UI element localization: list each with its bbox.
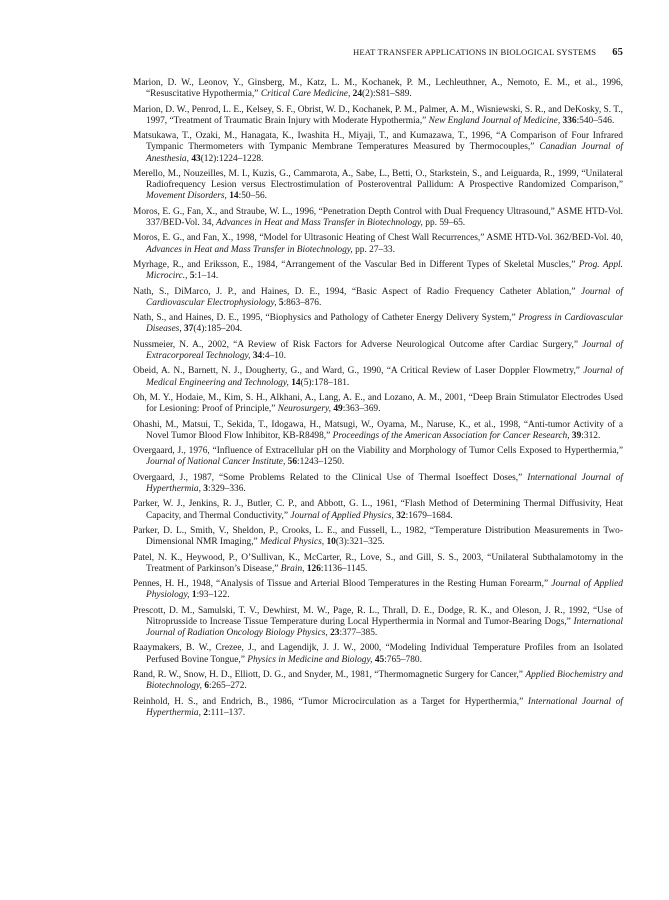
reference-volume: 336 [560,115,577,126]
reference-pages: :377–385. [339,628,378,639]
reference-entry [133,260,623,282]
reference-journal: Journal of Cardiovascular Electrophysiology, [146,286,623,308]
reference-authors-title: Overgaard, J., 1976, “Influence of Extracellular pH on the Viability and Morphology of Tumor Cells Exposed to Hyperthermia,” [133,446,623,457]
reference-journal: Neurosurgery, [277,404,331,415]
reference-authors-title: Pennes, H. H., 1948, “Analysis of Tissue and Arterial Blood Temperatures in the Resting Human Forearm,” [133,579,552,590]
reference-volume: 126 [304,563,321,574]
reference-journal: Applied Biochemistry and Biotechnology, [146,670,623,692]
reference-authors-title: Moros, E. G., and Fan, X., 1998, “Model for Ultrasonic Heating of Chest Wall Recurrences,” ASME HTD-Vol. 362/BED-Vol. 40, [133,233,623,244]
reference-authors-title: Nussmeier, N. A., 2002, “A Review of Risk Factors for Adverse Neurological Outcome after Cardiac Surgery,” [133,339,583,350]
reference-pages: :363–369. [342,404,381,415]
reference-volume: 23 [327,628,340,639]
reference-volume: 56 [285,457,298,468]
reference-entry [133,207,623,229]
reference-authors-title: Overgaard, J., 1987, “Some Problems Related to the Clinical Use of Thermal Isoeffect Doses,” [133,472,528,483]
reference-authors-title: Oh, M. Y., Hodaie, M., Kim, S. H., Alkhani, A., Lang, A. E., and Lozano, A. M., 2001, “Deep Brain Stimulator Electrodes Used for Lesioning: Proof of Principle,” [133,392,623,415]
reference-volume: 49 [330,404,343,415]
reference-entry [133,169,623,203]
reference-entry [133,526,623,548]
reference-volume: 34 [250,350,263,361]
reference-list [133,78,623,723]
reference-volume: 24 [350,89,363,100]
reference-journal: Journal of National Cancer Institute, [146,457,286,468]
reference-authors-title: Prescott, D. M., Samulski, T. V., Dewhirst, M. W., Page, R. L., Thrall, D. E., Dodge, R. K., and Oleson, J. R., 1992, “Use of Nitroprusside to Increase Tissue Temperature during Local Hyperthermia in Normal and Tumor-Bearing Dogs,” [133,605,623,627]
reference-entry [133,340,623,362]
reference-pages: (12):1224–1228. [200,153,264,164]
reference-authors-title: Parker, W. J., Jenkins, R. J., Butler, C. P., and Abbott, G. L., 1961, “Flash Method of Determining Thermal Diffusivity, Heat Capacity, and Thermal Conductivity,” [133,499,623,521]
reference-volume: 2 [200,707,208,718]
reference-journal: Critical Care Medicine, [260,89,351,100]
reference-pages: :312. [581,430,601,441]
reference-journal: International Journal of Radiation Oncology Biology Physics, [146,616,623,639]
reference-entry [133,78,623,100]
reference-journal: International Journal of Hyperthermia, [146,696,624,718]
reference-pages: :863–876. [283,297,322,308]
reference-journal: International Journal of Hyperthermia, [146,472,623,494]
reference-journal: Journal of Applied Physics, [290,510,394,521]
reference-journal: Journal of Applied Physiology, [146,579,623,601]
reference-entry [133,105,623,127]
reference-authors-title: Nath, S., DiMarco, J. P., and Haines, D. E., 1994, “Basic Aspect of Radio Frequency Catheter Ablation,” [133,286,582,297]
reference-pages: :1243–1250. [297,457,345,468]
reference-authors-title: Moros, E. G., Fan, X., and Straube, W. L., 1996, “Penetration Depth Control with Dual Frequency Ultrasound,” ASME HTD-Vol. 337/BED-Vol. 34, [133,206,623,228]
reference-pages: :765–780. [384,654,422,665]
reference-pages: :111–137. [207,707,246,718]
reference-authors-title: Merello, M., Nouzeilles, M. I., Kuzis, G., Cammarota, A., Sabe, L., Betti, O., Starkstein, S., and Leiguarda, R., 1999, “Unilateral Radiofrequency Lesion versus Electrostimulation of Posteroventral Pallidum: A Prospective Randomized Comparison,” [133,168,623,191]
running-title: HEAT TRANSFER APPLICATIONS IN BIOLOGICAL SYSTEMS [353,47,597,57]
reference-entry [133,420,623,442]
reference-volume: 32 [393,510,406,521]
reference-volume: 6 [201,681,210,692]
reference-authors-title: Patel, N. K., Heywood, P., O’Sullivan, K., McCarter, R., Love, S., and Gill, S. S., 2003, “Unilateral Subthalamotomy in the Treatment of Parkinson’s Disease,” [133,552,623,574]
reference-journal: New England Journal of Medicine, [428,115,561,126]
reference-entry [133,553,623,575]
reference-volume: 43 [188,153,201,164]
reference-journal: Prog. Appl. Microcirc., [146,259,623,282]
reference-pages: pp. 27–33. [352,244,395,255]
reference-journal: Journal of Medical Engineering and Technology, [146,366,623,388]
reference-entry [133,473,623,495]
reference-pages: :93–122. [196,590,230,601]
reference-journal: Physics in Medicine and Biology, [247,654,373,665]
reference-volume: 14 [226,191,239,202]
reference-journal: Canadian Journal of Anesthesia, [146,142,623,164]
reference-authors-title: Nath, S., and Haines, D. E., 1995, “Biophysics and Pathology of Catheter Energy Delivery System,” [133,313,519,324]
reference-entry [133,606,623,640]
reference-pages: (3):321–325. [335,537,385,548]
reference-pages: :4–10. [262,350,286,361]
running-header [133,47,623,61]
reference-entry [133,579,623,601]
reference-entry [133,287,623,309]
reference-entry [133,446,623,468]
reference-pages: :265–272. [209,681,247,692]
reference-entry [133,393,623,415]
reference-authors-title: Marion, D. W., Penrod, L. E., Kelsey, S. F., Obrist, W. D., Kochanek, P. M., Palmer, A. M., Wisniewski, S. R., and DeKosky, S. T., 1997, “Treatment of Traumatic Brain Injury with Moderate Hypothermia,” [133,104,623,126]
reference-volume: 1 [189,590,197,601]
reference-volume: 37 [181,324,194,335]
reference-entry [133,313,623,335]
reference-journal: Movement Disorders, [146,191,227,202]
reference-entry [133,233,623,255]
reference-pages: :540–546. [576,115,615,126]
reference-volume: 39 [569,430,582,441]
reference-volume: 45 [372,654,385,665]
reference-journal: Advances in Heat and Mass Transfer in Biotechnology, [146,244,353,255]
reference-volume: 5 [187,271,195,282]
reference-volume: 3 [200,483,208,494]
reference-journal: Advances in Heat and Mass Transfer in Biotechnology, [216,217,423,228]
reference-pages: (5):178–181. [300,377,350,388]
reference-authors-title: Ohashi, M., Matsui, T., Sekida, T., Idogawa, H., Matsugi, W., Oyama, M., Naruse, K., et al., 1998, “Anti-tumor Activity of a Novel Tumor Blood Flow Inhibitor, KB-R8498,” [133,419,623,441]
reference-entry [133,670,623,692]
page-number: 65 [612,47,623,58]
reference-volume: 14 [288,377,301,388]
reference-entry [133,499,623,521]
reference-pages: :1136–1145. [320,563,368,574]
reference-volume: 10 [324,537,336,548]
reference-authors-title: Parker, D. L., Smith, V., Sheldon, P., Crooks, L. E., and Fussell, L., 1982, “Temperature Distribution Measurements in Two-Dimensional NMR Imaging,” [133,525,623,548]
reference-entry [133,643,623,665]
reference-pages: (4):185–204. [193,324,243,335]
reference-pages: :1–14. [194,271,219,282]
reference-journal: Medical Physics, [260,537,325,548]
reference-journal: Progress in Cardiovascular Diseases, [146,313,623,335]
reference-journal: Brain, [280,563,305,574]
reference-pages: :329–336. [207,483,246,494]
reference-volume: 5 [276,297,284,308]
reference-authors-title: Myrhage, R., and Eriksson, E., 1984, “Arrangement of the Vascular Bed in Different Types of Skeletal Muscles,” [133,259,579,270]
reference-journal: Proceedings of the American Association for Cancer Research, [332,430,570,441]
reference-authors-title: Marion, D. W., Leonov, Y., Ginsberg, M., Katz, L. M., Kochanek, P. M., Lechleuthner, A., Nemoto, E. M., et al., 1996, “Resuscitative Hypothermia,” [133,78,623,100]
reference-authors-title: Obeid, A. N., Barnett, N. J., Dougherty, G., and Ward, G., 1990, “A Critical Review of Laser Doppler Flowmetry,” [133,366,584,377]
reference-authors-title: Reinhold, H. S., and Endrich, B., 1986, “Tumor Microcirculation as a Target for Hyperthermia,” [133,696,528,707]
reference-authors-title: Raaymakers, B. W., Crezee, J., and Lagendijk, J. J. W., 2000, “Modeling Individual Temperature Profiles from an Isolated Perfused Bovine Tongue,” [133,643,623,665]
reference-entry [133,366,623,388]
reference-entry [133,131,623,165]
reference-authors-title: Rand, R. W., Snow, H. D., Elliott, D. G., and Snyder, M., 1981, “Thermomagnetic Surgery for Cancer,” [133,670,526,681]
reference-journal: Journal of Extracorporeal Technology, [146,339,623,361]
reference-entry [133,697,623,719]
reference-pages: :1679–1684. [405,510,453,521]
reference-pages: :50–56. [238,191,267,202]
reference-pages: pp. 59–65. [422,217,466,228]
reference-pages: (2):S81–S89. [362,89,412,100]
reference-authors-title: Matsukawa, T., Ozaki, M., Hanagata, K., Iwashita H., Miyaji, T., and Kumazawa, T., 1996, “A Comparison of Four Infrared Tympanic Thermometers with Tympanic Membrane Temperatures Measured by Thermocouples,” [133,131,623,153]
